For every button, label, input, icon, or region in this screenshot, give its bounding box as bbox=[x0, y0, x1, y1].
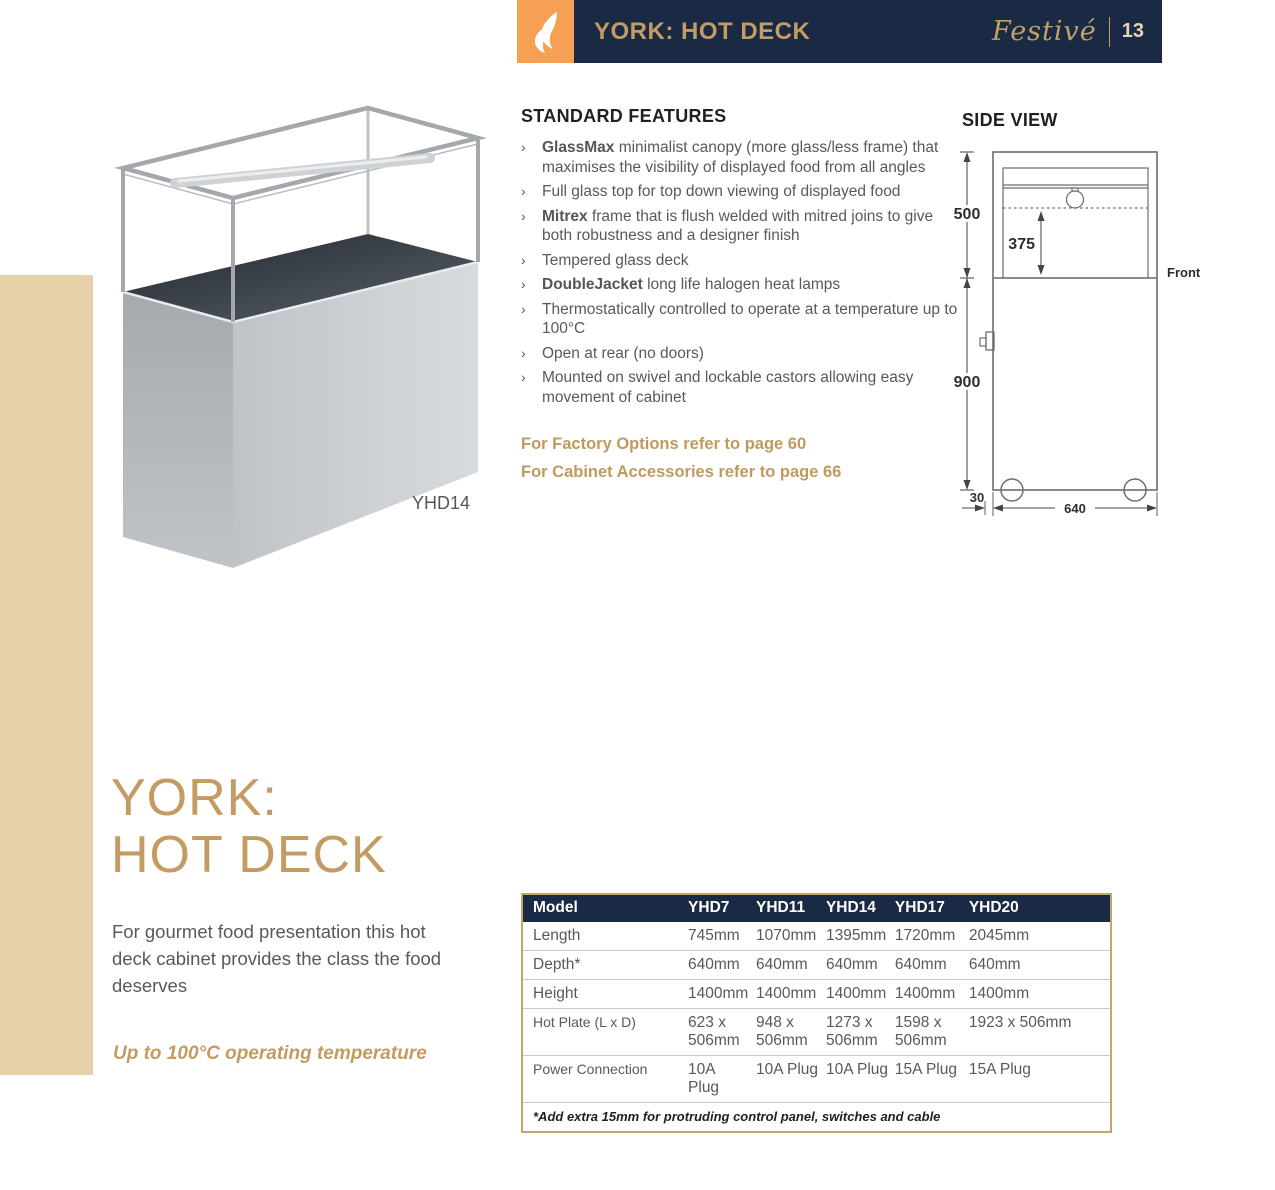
bullet-chevron-icon: › bbox=[521, 344, 526, 361]
spec-row-label: Hot Plate (L x D) bbox=[522, 1009, 688, 1056]
brand-logo bbox=[517, 0, 574, 63]
spec-row-label: Height bbox=[522, 980, 688, 1009]
spec-table-row bbox=[522, 922, 1111, 951]
header-brand-group bbox=[992, 16, 1144, 47]
spec-cell: 1400mm bbox=[756, 980, 826, 1009]
features-heading: STANDARD FEATURES bbox=[521, 106, 727, 126]
spec-row-label: Power Connection bbox=[522, 1056, 688, 1103]
bullet-chevron-icon: › bbox=[521, 300, 526, 317]
spec-cell: 10A Plug bbox=[756, 1056, 826, 1103]
bullet-chevron-icon: › bbox=[521, 139, 526, 155]
spec-cell: 1720mm bbox=[894, 927, 956, 944]
spec-column-header: YHD7 bbox=[688, 894, 756, 922]
spec-cell: 745mm bbox=[688, 927, 740, 944]
spec-cell: 1400mm bbox=[895, 980, 969, 1009]
intro-highlight: Up to 100°C operating temperature bbox=[113, 1043, 427, 1064]
dim-label-900: 900 bbox=[953, 374, 981, 391]
spec-cell: 1400mm bbox=[688, 980, 756, 1009]
spec-cell: 948 x 506mm bbox=[756, 1009, 826, 1056]
feature-item bbox=[521, 344, 961, 364]
brand-name: Festivé bbox=[991, 16, 1097, 47]
feature-item bbox=[521, 368, 961, 407]
feature-text: Mitrex frame that is flush welded with mitred joins to give both robustness and a designer finish bbox=[542, 207, 934, 244]
feature-text: Thermostatically controlled to operate at a temperature up to 100°C bbox=[542, 300, 958, 337]
spec-table-header-row bbox=[522, 894, 1111, 922]
feature-item bbox=[521, 138, 961, 177]
arrow-900-down bbox=[964, 480, 971, 490]
bullet-chevron-icon: › bbox=[521, 251, 526, 268]
page-number: 13 bbox=[1121, 20, 1144, 42]
spec-cell: 1598 x 506mm bbox=[895, 1009, 969, 1056]
arrow-500-down bbox=[964, 268, 971, 278]
spec-table bbox=[521, 893, 1112, 1133]
cabinet-left-face bbox=[123, 292, 233, 568]
arrow-640-left bbox=[993, 505, 1003, 512]
feature-item bbox=[521, 207, 961, 246]
bullet-chevron-icon: › bbox=[521, 183, 526, 199]
product-model-caption: YHD14 bbox=[412, 493, 471, 513]
sideview-body-outline bbox=[993, 152, 1157, 490]
feature-item bbox=[521, 300, 961, 339]
spec-cell: 1273 x 506mm bbox=[826, 1009, 895, 1056]
spec-table-row bbox=[522, 980, 1111, 1009]
spec-cell: 640mm bbox=[688, 951, 756, 980]
spec-table-row bbox=[522, 1056, 1111, 1103]
spec-cell: 15A Plug bbox=[895, 1056, 969, 1103]
sideview-control-knob bbox=[980, 338, 986, 346]
feature-text: Full glass top for top down viewing of displayed food bbox=[542, 183, 901, 200]
spec-cell: 1395mm bbox=[825, 927, 887, 944]
feature-text: GlassMax minimalist canopy (more glass/less frame) that maximises the visibility of displayed food from all angles bbox=[542, 139, 939, 176]
spec-cell: 640mm bbox=[969, 951, 1111, 980]
sideview-lamp-bulb bbox=[1067, 191, 1084, 208]
spec-cell: 640mm bbox=[826, 951, 895, 980]
reference-links bbox=[521, 435, 841, 491]
dim-label-375: 375 bbox=[1008, 236, 1035, 253]
spec-row-label: Depth* bbox=[522, 951, 688, 980]
spec-cell: 1923 x 506mm bbox=[969, 1009, 1111, 1056]
spec-cell: 1070mm bbox=[756, 927, 817, 944]
dim-label-500: 500 bbox=[953, 206, 981, 223]
arrow-640-right bbox=[1147, 505, 1157, 512]
spec-row-label: Length bbox=[533, 927, 581, 944]
feature-text: Tempered glass deck bbox=[542, 251, 689, 269]
standard-features-section bbox=[521, 106, 961, 412]
bullet-chevron-icon: › bbox=[521, 276, 526, 292]
feature-item bbox=[521, 275, 961, 295]
page-title: YORK: HOT DECK bbox=[594, 17, 811, 45]
bullet-chevron-icon: › bbox=[521, 207, 526, 224]
spec-cell: 640mm bbox=[895, 951, 969, 980]
spec-column-header: YHD14 bbox=[826, 894, 895, 922]
spec-column-header: YHD17 bbox=[895, 894, 969, 922]
spec-cell: 1400mm bbox=[826, 980, 895, 1009]
intro-title-line1: YORK: bbox=[111, 769, 278, 827]
brand-divider bbox=[1109, 17, 1110, 47]
spec-table-body bbox=[522, 922, 1111, 1103]
header-bar bbox=[517, 0, 1162, 63]
spec-table-row bbox=[522, 951, 1111, 980]
spec-column-header: YHD20 bbox=[969, 894, 1111, 922]
side-view-heading: SIDE VIEW bbox=[962, 110, 1058, 130]
spec-cell: 640mm bbox=[756, 951, 826, 980]
cabinet-accessories-ref: For Cabinet Accessories refer to page 66 bbox=[521, 463, 842, 481]
intro-description: For gourmet food presentation this hot deck cabinet provides the class the food deserves bbox=[112, 921, 442, 996]
dim-375-arrow-up bbox=[1038, 211, 1045, 221]
factory-options-ref: For Factory Options refer to page 60 bbox=[521, 435, 807, 453]
dim-375-arrow-down bbox=[1038, 265, 1045, 275]
intro-title-line2: HOT DECK bbox=[111, 826, 387, 884]
spec-cell: 10A Plug bbox=[688, 1056, 756, 1103]
spec-table-footnote: *Add extra 15mm for protruding control panel, switches and cable bbox=[522, 1103, 1111, 1133]
feature-item bbox=[521, 182, 961, 202]
flame-icon bbox=[524, 6, 568, 58]
features-list bbox=[521, 138, 961, 407]
front-label: Front bbox=[1167, 265, 1201, 280]
spec-table-footnote-row bbox=[522, 1103, 1111, 1133]
feature-item bbox=[521, 251, 961, 271]
arrow-900-up bbox=[964, 278, 971, 288]
spec-cell: 2045mm bbox=[968, 927, 1030, 944]
dim-label-30: 30 bbox=[969, 490, 985, 505]
accent-stripe bbox=[0, 275, 93, 1075]
spec-column-header: YHD11 bbox=[756, 894, 826, 922]
feature-text: Open at rear (no doors) bbox=[542, 344, 704, 362]
feature-text: DoubleJacket long life halogen heat lamps bbox=[542, 276, 841, 293]
arrow-30 bbox=[975, 505, 985, 512]
heat-lamp-highlight bbox=[179, 157, 426, 181]
dim-label-640: 640 bbox=[1064, 501, 1086, 516]
spec-table-row bbox=[522, 1009, 1111, 1056]
arrow-500-up bbox=[964, 152, 971, 162]
spec-cell: 15A Plug bbox=[969, 1056, 1111, 1103]
spec-column-header: Model bbox=[522, 894, 688, 922]
spec-cell: 1400mm bbox=[969, 980, 1111, 1009]
intro-title bbox=[111, 770, 387, 884]
spec-cell: 623 x 506mm bbox=[688, 1009, 756, 1056]
spec-cell: 10A Plug bbox=[826, 1056, 895, 1103]
feature-text: Mounted on swivel and lockable castors allowing easy movement of cabinet bbox=[542, 369, 914, 406]
bullet-chevron-icon: › bbox=[521, 369, 526, 385]
side-view-diagram bbox=[940, 135, 1240, 545]
